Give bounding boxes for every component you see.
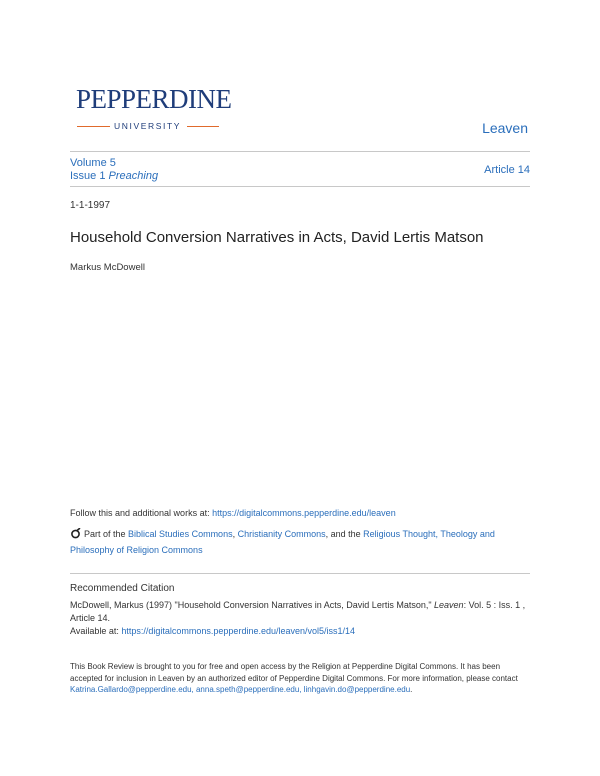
available-prefix: Available at: bbox=[70, 626, 122, 636]
journal-link[interactable]: Leaven bbox=[482, 120, 528, 136]
logo-subtitle bbox=[77, 119, 219, 133]
citation-before: McDowell, Markus (1997) "Household Conversion Narratives in Acts, David Lertis Matson," bbox=[70, 600, 435, 610]
footer-notice bbox=[70, 661, 530, 696]
christianity-link[interactable]: Christianity Commons bbox=[237, 529, 326, 539]
follow-url-link[interactable]: https://digitalcommons.pepperdine.edu/leaven bbox=[212, 508, 396, 518]
available-url-link[interactable]: https://digitalcommons.pepperdine.edu/leaven/vol5/iss1/14 bbox=[121, 626, 356, 636]
follow-line bbox=[70, 505, 396, 521]
separator: , and the bbox=[325, 529, 364, 539]
citation-journal: Leaven bbox=[434, 600, 464, 610]
volume-info bbox=[70, 157, 158, 183]
publication-date: 1-1-1997 bbox=[70, 200, 111, 211]
footer-text: This Book Review is brought to you for free and open access by the Religion at Pepperdine Digital Commons. It has been accepted for inclusion in Leaven by an authorized editor of Pepperdine Digital Commons. For more information, please contact bbox=[70, 662, 518, 683]
article-title: Household Conversion Narratives in Acts, David Lertis Matson bbox=[70, 229, 484, 246]
issue-link[interactable] bbox=[70, 170, 158, 182]
logo-wordmark: PEPPERDINE bbox=[76, 84, 232, 114]
separator: , bbox=[232, 529, 238, 539]
header-divider bbox=[70, 151, 530, 152]
issue-number: Issue 1 bbox=[70, 170, 106, 182]
citation-divider bbox=[70, 573, 530, 574]
citation-heading: Recommended Citation bbox=[70, 583, 175, 594]
follow-text: Follow this and additional works at: bbox=[70, 508, 213, 518]
biblical-studies-link[interactable]: Biblical Studies Commons bbox=[128, 529, 233, 539]
author-name: Markus McDowell bbox=[70, 262, 145, 273]
footer-end: . bbox=[410, 685, 413, 694]
volume-divider bbox=[70, 186, 530, 187]
volume-link[interactable]: Volume 5 bbox=[70, 157, 116, 169]
issue-name: Preaching bbox=[108, 170, 159, 182]
part-of-prefix: Part of the bbox=[84, 529, 129, 539]
open-access-icon bbox=[70, 528, 81, 539]
logo-subtitle-text: UNIVERSITY bbox=[114, 121, 182, 131]
article-link[interactable]: Article 14 bbox=[484, 164, 530, 176]
religious-thought-link[interactable]: Religious Thought, Theology and Philosophy of Religion Commons bbox=[70, 529, 495, 555]
contact-emails-link[interactable]: Katrina.Gallardo@pepperdine.edu, anna.speth@pepperdine.edu, linhgavin.do@pepperdine.edu bbox=[70, 685, 411, 694]
part-of-commons bbox=[70, 526, 540, 558]
citation-text bbox=[70, 599, 540, 638]
citation-after: : Vol. 5 : Iss. 1 , Article 14. bbox=[70, 600, 526, 623]
